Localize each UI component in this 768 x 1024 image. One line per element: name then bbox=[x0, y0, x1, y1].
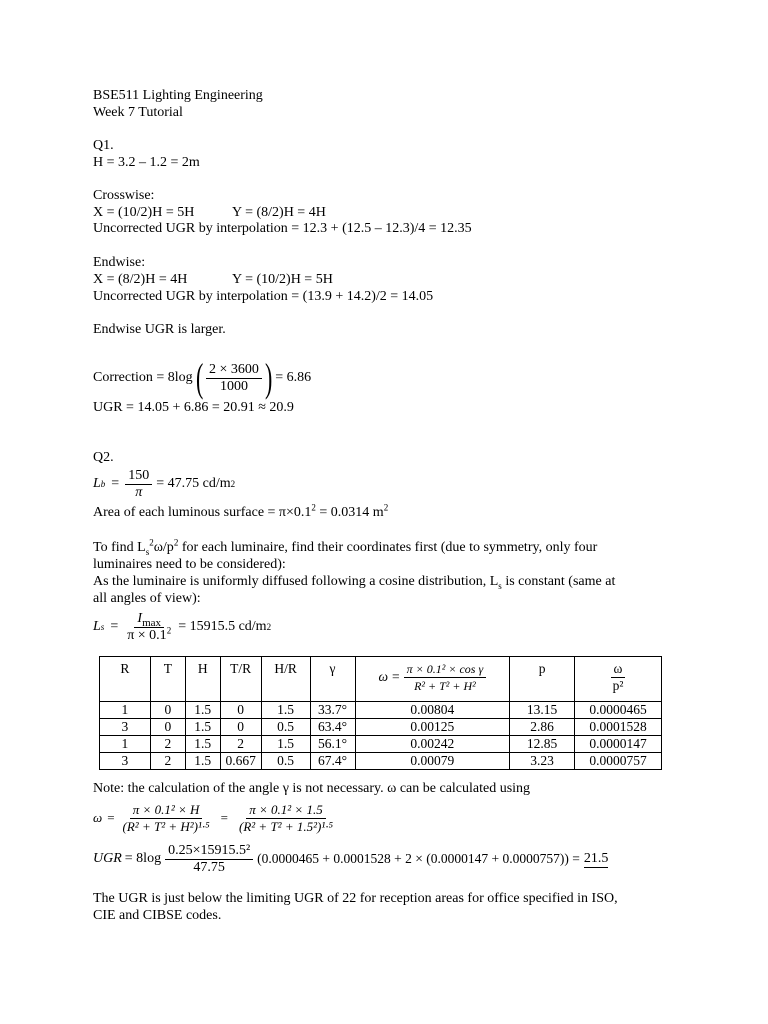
ls-equation: L s = $\frac{I_{max}}{\pi \times 0.1^2}$ = 15915.5 cd/m 2 bbox=[93, 610, 272, 643]
ls-fraction bbox=[124, 611, 174, 644]
cell: 1.5 bbox=[185, 719, 220, 736]
omega-eq-symbol: ω bbox=[93, 810, 103, 825]
cell: 1.5 bbox=[185, 753, 220, 770]
ugr-equals: = 8log bbox=[124, 851, 162, 866]
endwise-label: Endwise: bbox=[93, 255, 146, 270]
ls-denominator: $\pi \times 0.1^2$ bbox=[127, 624, 172, 643]
omega-formula-denominator: R² + T² + H² bbox=[414, 678, 476, 693]
cell: 0.00079 bbox=[355, 753, 510, 770]
cell: 2 bbox=[150, 753, 185, 770]
document-title: BSE511 Lighting Engineering bbox=[93, 88, 263, 103]
cell: 1.5 bbox=[185, 736, 220, 753]
cell: 0 bbox=[150, 719, 185, 736]
omega-symbol: ω bbox=[378, 669, 389, 684]
cell: 3.23 bbox=[510, 753, 575, 770]
cell: 2 bbox=[150, 736, 185, 753]
omega-num-1: π × 0.1² × H bbox=[130, 802, 203, 819]
cell: 56.1° bbox=[310, 736, 355, 753]
table-row bbox=[100, 702, 662, 719]
cell: 63.4° bbox=[310, 719, 355, 736]
ugr-numerator: 0.25×15915.5² bbox=[165, 843, 253, 860]
cell: 0.0000757 bbox=[575, 753, 662, 770]
ls-numerator: $I_{max}$ bbox=[134, 611, 164, 628]
ls-symbol: L bbox=[93, 619, 101, 634]
correction-denominator: 1000 bbox=[219, 378, 248, 394]
ls-equals: = bbox=[110, 619, 119, 634]
final-line-2: CIE and CIBSE codes. bbox=[93, 908, 222, 923]
cell: 1.5 bbox=[185, 702, 220, 719]
lb-numerator: 150 bbox=[125, 468, 152, 485]
para1-line1: To find $L_s^2\omega/p^2$ for each luminaire, find their coordinates first (due to symmetry, only four bbox=[93, 537, 598, 557]
cell: 13.15 bbox=[510, 702, 575, 719]
q1-label: Q1. bbox=[93, 138, 114, 153]
correction-fraction bbox=[206, 362, 262, 395]
para1-c: for each luminaire, find their coordinates first (due to symmetry, only four bbox=[178, 540, 598, 555]
table-row bbox=[100, 753, 662, 770]
ugr-result: 21.5 bbox=[583, 850, 609, 866]
para2-a: As the luminaire is uniformly diffused following a cosine distribution, L bbox=[93, 574, 499, 589]
endwise-x: X = (8/2)H = 4H bbox=[93, 272, 188, 287]
document-subtitle: Week 7 Tutorial bbox=[93, 105, 183, 120]
right-paren: ) bbox=[264, 355, 273, 400]
omega-den-2: (R² + T² + 1.5²)¹·⁵ bbox=[239, 818, 333, 834]
cell: 0 bbox=[150, 702, 185, 719]
correction-result: = 6.86 bbox=[275, 370, 312, 385]
omega-p-denominator: p² bbox=[612, 677, 624, 693]
lb-symbol: L bbox=[93, 476, 101, 491]
ugr-denominator: 47.75 bbox=[193, 859, 225, 875]
para1-a: To find L bbox=[93, 540, 146, 555]
omega-p-numerator: ω bbox=[611, 661, 626, 678]
area-line: Area of each luminous surface = $\pi\times 0.1^2 = 0.0314$ $m^2$ bbox=[93, 502, 389, 520]
ugr-line: UGR = 14.05 + 6.86 = 20.91 ≈ 20.9 bbox=[93, 400, 294, 415]
cell: 1.5 bbox=[261, 736, 310, 753]
cell: 1 bbox=[100, 736, 151, 753]
correction-prefix: Correction = 8log bbox=[93, 370, 193, 385]
para1-b: ω/p bbox=[153, 540, 174, 555]
header-h: H bbox=[185, 657, 220, 702]
header-omega-p2 bbox=[575, 657, 662, 702]
cell: 1.5 bbox=[261, 702, 310, 719]
ugr-sum: (0.0000465 + 0.0001528 + 2 × (0.0000147 + 0.0000757)) = bbox=[257, 851, 580, 866]
q1-height-line: H = 3.2 – 1.2 = 2m bbox=[93, 155, 200, 170]
cell: 0 bbox=[220, 719, 261, 736]
cell: 0.5 bbox=[261, 719, 310, 736]
final-line-1: The UGR is just below the limiting UGR of 22 for reception areas for office specified in ISO, bbox=[93, 891, 618, 906]
endwise-y: Y = (10/2)H = 5H bbox=[232, 272, 333, 287]
note-line: Note: the calculation of the angle γ is not necessary. ω can be calculated using bbox=[93, 781, 531, 796]
cell: 0.00125 bbox=[355, 719, 510, 736]
luminaire-table bbox=[99, 656, 662, 770]
correction-numerator: 2 × 3600 bbox=[206, 362, 262, 379]
ls-result: = 15915.5 cd/m bbox=[178, 619, 267, 634]
cell: 0 bbox=[220, 702, 261, 719]
table-row bbox=[100, 719, 662, 736]
lb-equation: L b = $\frac{150}{\pi}$ = 47.75 cd/m 2 bbox=[93, 467, 236, 500]
cell: 0.667 bbox=[220, 753, 261, 770]
crosswise-x: X = (10/2)H = 5H bbox=[93, 205, 195, 220]
cell: 0.0000147 bbox=[575, 736, 662, 753]
para2-line1: As the luminaire is uniformly diffused following a cosine distribution, $L_s$ is constant (same at bbox=[93, 574, 616, 591]
table-header-row bbox=[100, 657, 662, 702]
cell: 3 bbox=[100, 719, 151, 736]
ugr-symbol: UGR bbox=[93, 851, 122, 866]
cell: 0.00242 bbox=[355, 736, 510, 753]
header-omega-formula: ω = $\frac{\text{π × 0.1² × cos γ}}{\text{R² + T² + H²}}$ bbox=[355, 657, 510, 702]
q1-conclusion: Endwise UGR is larger. bbox=[93, 322, 226, 337]
ugr-fraction bbox=[165, 843, 253, 876]
cell: 0.0000465 bbox=[575, 702, 662, 719]
lb-equals: = bbox=[111, 476, 120, 491]
cell: 0.5 bbox=[261, 753, 310, 770]
crosswise-y: Y = (8/2)H = 4H bbox=[232, 205, 326, 220]
header-hr: H/R bbox=[261, 657, 310, 702]
cell: 0.0001528 bbox=[575, 719, 662, 736]
crosswise-label: Crosswise: bbox=[93, 188, 155, 203]
q2-label: Q2. bbox=[93, 450, 114, 465]
para2-line2: all angles of view): bbox=[93, 591, 201, 606]
header-t: T bbox=[150, 657, 185, 702]
header-p: p bbox=[510, 657, 575, 702]
area-result: = 0.0314 m bbox=[315, 505, 384, 520]
para2-b: is constant (same at bbox=[501, 574, 616, 589]
lb-denominator: π bbox=[135, 484, 143, 500]
header-gamma: γ bbox=[310, 657, 355, 702]
cell: 33.7° bbox=[310, 702, 355, 719]
header-r: R bbox=[100, 657, 151, 702]
para1-line2: luminaires need to be considered): bbox=[93, 557, 286, 572]
table-row bbox=[100, 736, 662, 753]
left-paren: ( bbox=[195, 355, 203, 400]
crosswise-ugr: Uncorrected UGR by interpolation = 12.3 + (12.5 – 12.3)/4 = 12.35 bbox=[93, 221, 472, 236]
cell: 2 bbox=[220, 736, 261, 753]
cell: 12.85 bbox=[510, 736, 575, 753]
cell: 3 bbox=[100, 753, 151, 770]
omega-den-1: (R² + T² + H²)¹·⁵ bbox=[122, 818, 210, 834]
ugr-equation bbox=[93, 839, 608, 879]
cell: 0.00804 bbox=[355, 702, 510, 719]
header-tr: T/R bbox=[220, 657, 261, 702]
area-text: Area of each luminous surface = π×0.1 bbox=[93, 505, 312, 520]
cell: 67.4° bbox=[310, 753, 355, 770]
endwise-ugr: Uncorrected UGR by interpolation = (13.9 + 14.2)/2 = 14.05 bbox=[93, 289, 434, 304]
correction-equation bbox=[93, 355, 312, 400]
omega-fraction-2 bbox=[236, 802, 336, 835]
lb-fraction bbox=[125, 468, 152, 501]
omega-formula-numerator: π × 0.1² × cos γ bbox=[404, 661, 487, 678]
omega-num-2: π × 0.1² × 1.5 bbox=[246, 802, 325, 819]
cell: 1 bbox=[100, 702, 151, 719]
cell: 2.86 bbox=[510, 719, 575, 736]
omega-equation: ω = $\frac{\text{π × 0.1² × H}}{\text{(R² + T² + H²)¹·⁵}}$ = $\frac{\text{π × 0.1² × 1.5}}{\text{(R² + T² + 1.5²)¹·⁵}}$ bbox=[93, 800, 336, 836]
lb-result: = 47.75 cd/m bbox=[156, 476, 231, 491]
omega-fraction-1 bbox=[120, 802, 213, 835]
